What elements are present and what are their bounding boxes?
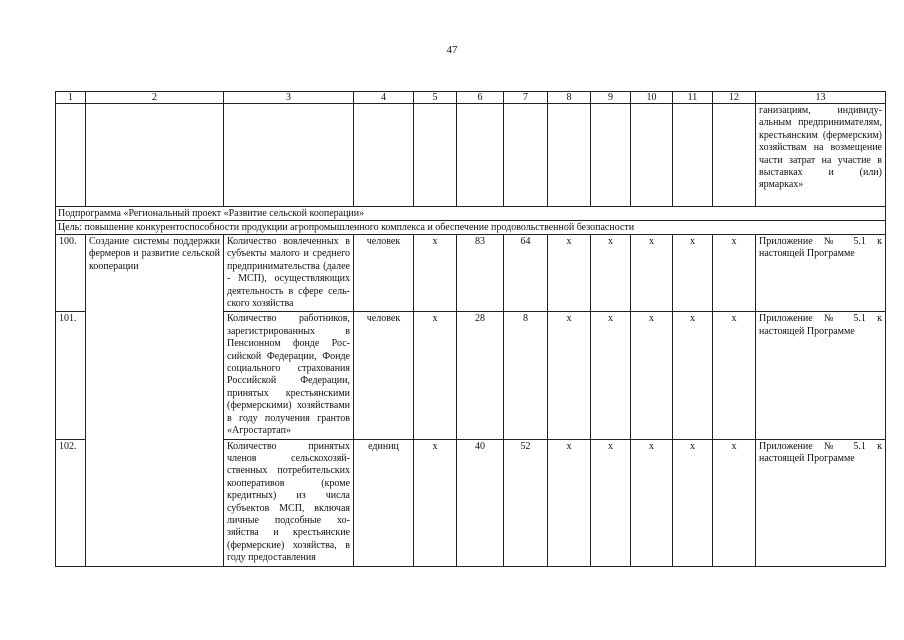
header-cell: 11 xyxy=(673,92,713,104)
header-cell: 4 xyxy=(354,92,414,104)
continuation-source-cell: ганизациям, индивидуальным предпринимателям, крестьянским (фермерским) хозяйствам на возмещение части затрат на участие в выставках и (или) ярмарках» xyxy=(756,104,886,207)
value-cell: х xyxy=(414,312,457,439)
value-cell: 52 xyxy=(504,439,548,566)
source-cell: Приложение № 5.1 к настоящей Программе xyxy=(756,235,886,312)
column-number-row xyxy=(56,92,886,104)
value-cell: х xyxy=(713,312,756,439)
value-cell: х xyxy=(713,235,756,312)
indicator-cell: Количество принятых членов сельскохозяйственных потребительских кооперативов (кроме кредитных) из числа субъектов МСП, включая личные подсобные хозяйства и крестьянские (фермерские) хозяйства, в году предоставления xyxy=(224,439,354,566)
header-cell: 1 xyxy=(56,92,86,104)
value-cell: х xyxy=(591,439,631,566)
header-cell: 8 xyxy=(548,92,591,104)
value-cell: х xyxy=(673,235,713,312)
value-cell: 28 xyxy=(457,312,504,439)
source-cell: Приложение № 5.1 к настоящей Программе xyxy=(756,312,886,439)
value-cell: 8 xyxy=(504,312,548,439)
value-cell: х xyxy=(548,439,591,566)
header-cell: 5 xyxy=(414,92,457,104)
value-cell: 40 xyxy=(457,439,504,566)
goal-text: Цель: повышение конкурентоспособности продукции агропромышленного комплекса и обеспечение продовольственной безопасности xyxy=(56,221,886,235)
header-cell: 12 xyxy=(713,92,756,104)
header-cell: 2 xyxy=(86,92,224,104)
row-number: 102. xyxy=(56,439,86,566)
unit-cell: человек xyxy=(354,312,414,439)
subprogram-title: Подпрограмма «Региональный проект «Развитие сельской кооперации» xyxy=(56,207,886,221)
header-cell: 10 xyxy=(631,92,673,104)
source-cell: Приложение № 5.1 к настоящей Программе xyxy=(756,439,886,566)
measure-cell: Создание системы поддержки фермеров и развитие сельской кооперации xyxy=(86,235,224,567)
indicators-table xyxy=(55,91,886,567)
header-cell: 3 xyxy=(224,92,354,104)
value-cell: х xyxy=(673,312,713,439)
value-cell: х xyxy=(631,312,673,439)
value-cell: х xyxy=(591,312,631,439)
row-number: 100. xyxy=(56,235,86,312)
header-cell: 7 xyxy=(504,92,548,104)
value-cell: х xyxy=(713,439,756,566)
unit-cell: человек xyxy=(354,235,414,312)
value-cell: х xyxy=(548,312,591,439)
indicator-cell: Количество вовлеченных в субъекты малого и среднего предпринимательства (далее - МСП), осуществляющих деятельность в сфере сельского хозяйства xyxy=(224,235,354,312)
subprogram-row xyxy=(56,207,886,221)
row-number: 101. xyxy=(56,312,86,439)
page-number: 47 xyxy=(446,44,458,56)
value-cell: х xyxy=(673,439,713,566)
value-cell: х xyxy=(631,439,673,566)
header-cell: 9 xyxy=(591,92,631,104)
table-row xyxy=(56,235,886,312)
value-cell: 64 xyxy=(504,235,548,312)
header-cell: 6 xyxy=(457,92,504,104)
value-cell: х xyxy=(414,235,457,312)
unit-cell: единиц xyxy=(354,439,414,566)
continuation-row xyxy=(56,104,886,207)
value-cell: х xyxy=(591,235,631,312)
value-cell: х xyxy=(631,235,673,312)
goal-row xyxy=(56,221,886,235)
header-cell: 13 xyxy=(756,92,886,104)
value-cell: х xyxy=(548,235,591,312)
indicator-cell: Количество работников, зарегистрированных в Пенсионном фонде Российской Федерации, Фонде социального страхования Российской Федерации, принятых крестьянскими (фермерскими) хозяйствами в году получения грантов «Агростартап» xyxy=(224,312,354,439)
value-cell: 83 xyxy=(457,235,504,312)
value-cell: х xyxy=(414,439,457,566)
